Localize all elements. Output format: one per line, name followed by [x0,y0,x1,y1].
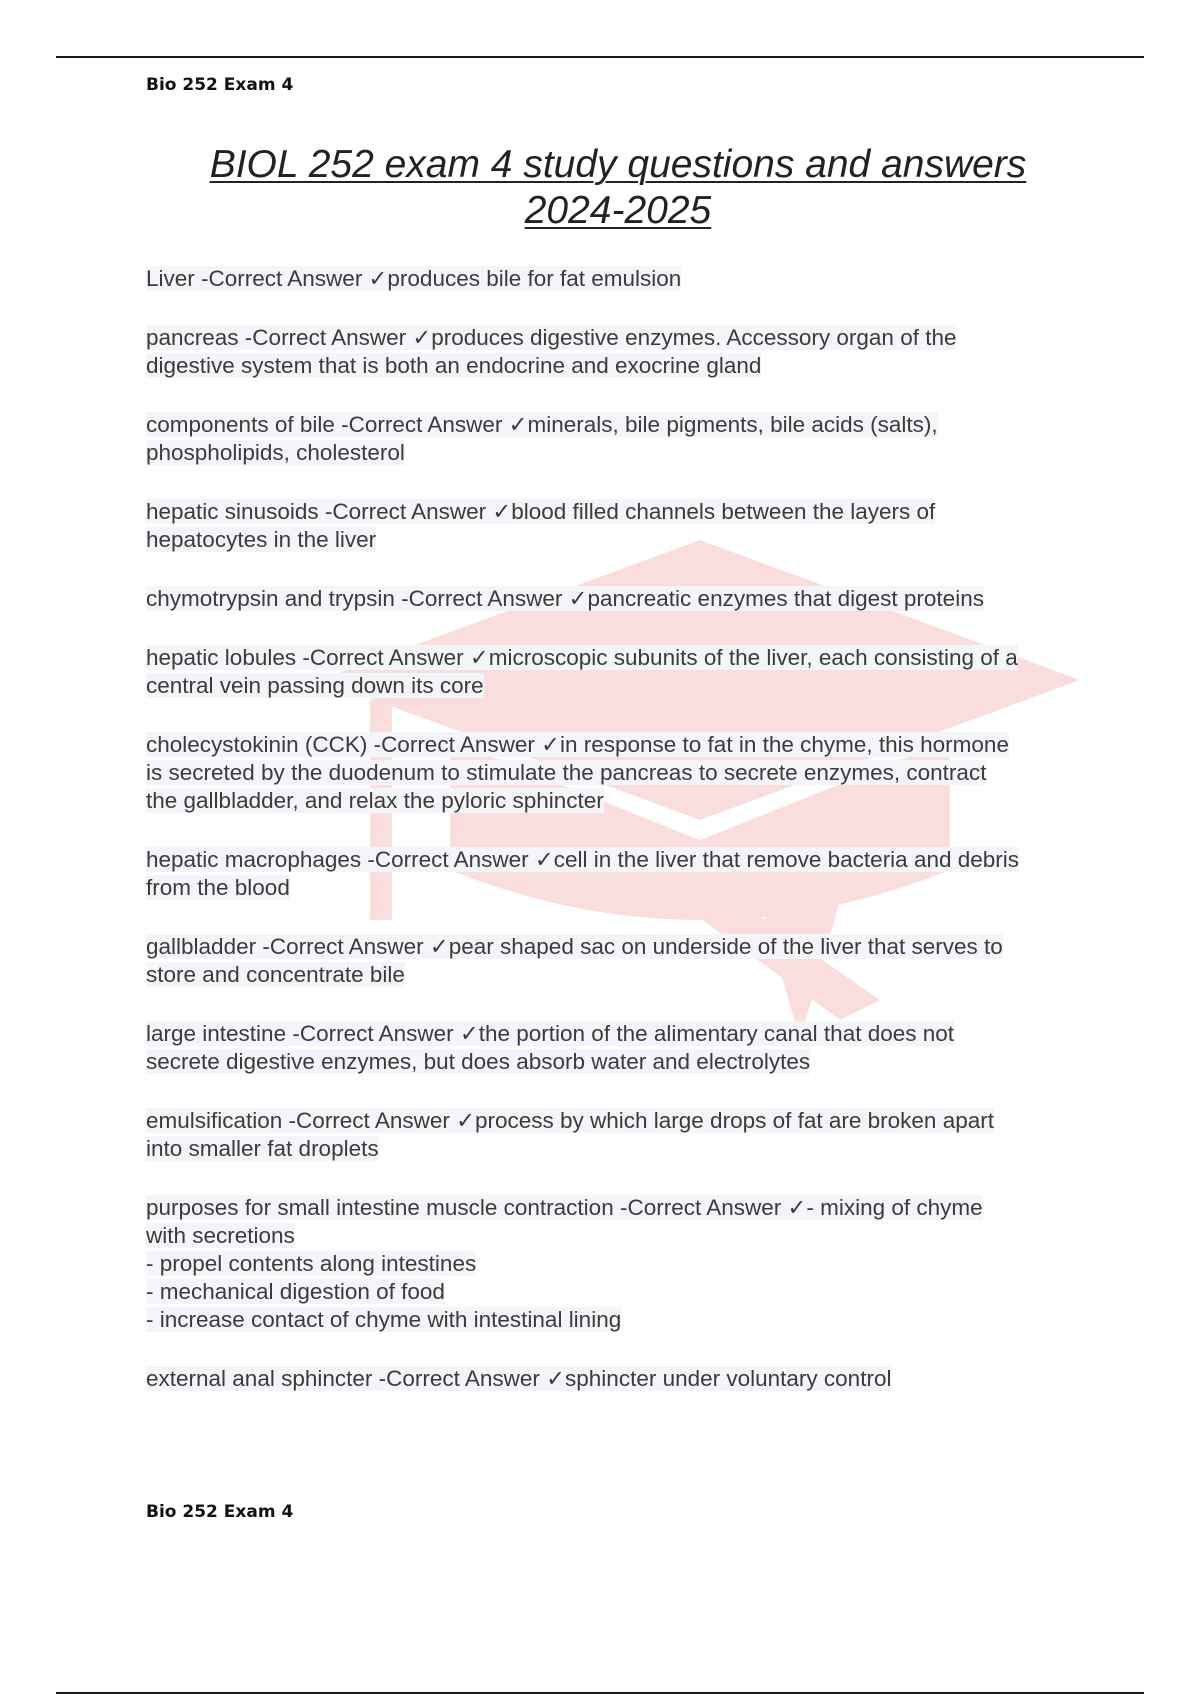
qa-item [146,731,1096,815]
qa-item [146,498,1096,554]
bottom-rule [56,1692,1144,1694]
document-title-line-2: 2024-2025 [524,189,712,232]
qa-text: hepatic macrophages -Correct Answer ✓cell in the liver that remove bacteria and debris from the blood [146,847,1020,900]
document-title-line-1: BIOL 252 exam 4 study questions and answers [209,143,1027,186]
qa-text: purposes for small intestine muscle contraction -Correct Answer ✓- mixing of chyme with secretions - propel contents along intestines - mechanical digestion of food - increase contact of chyme with intestinal lining [146,1195,983,1332]
qa-item [146,1107,1096,1163]
qa-item [146,846,1096,902]
qa-text: components of bile -Correct Answer ✓minerals, bile pigments, bile acids (salts), phospholipids, cholesterol [146,412,938,465]
qa-text: hepatic sinusoids -Correct Answer ✓blood filled channels between the layers of hepatocytes in the liver [146,499,936,552]
qa-item [146,585,1096,613]
qa-text: large intestine -Correct Answer ✓the portion of the alimentary canal that does not secrete digestive enzymes, but does absorb water and electrolytes [146,1021,955,1074]
qa-text: gallbladder -Correct Answer ✓pear shaped sac on underside of the liver that serves to store and concentrate bile [146,934,1003,987]
document-title [0,142,1200,234]
qa-item [146,933,1096,989]
qa-list [146,265,1096,1424]
qa-text: emulsification -Correct Answer ✓process by which large drops of fat are broken apart into smaller fat droplets [146,1108,994,1161]
qa-item [146,411,1096,467]
running-header: Bio 252 Exam 4 [146,75,294,95]
qa-text: hepatic lobules -Correct Answer ✓microscopic subunits of the liver, each consisting of a central vein passing down its core [146,645,1018,698]
qa-item [146,1365,1096,1393]
qa-item [146,1194,1096,1334]
qa-text: cholecystokinin (CCK) -Correct Answer ✓in response to fat in the chyme, this hormone is secreted by the duodenum to stimulate the pancreas to secrete enzymes, contract the gallbladder, and relax the pyloric sphincter [146,732,1009,813]
qa-item [146,324,1096,380]
qa-text: pancreas -Correct Answer ✓produces digestive enzymes. Accessory organ of the digestive system that is both an endocrine and exocrine gland [146,325,957,378]
qa-item [146,644,1096,700]
qa-text: external anal sphincter -Correct Answer ✓sphincter under voluntary control [146,1366,892,1391]
top-rule [56,56,1144,58]
qa-item [146,1020,1096,1076]
qa-text: Liver -Correct Answer ✓produces bile for fat emulsion [146,266,682,291]
running-footer: Bio 252 Exam 4 [146,1502,294,1522]
qa-item [146,265,1096,293]
qa-text: chymotrypsin and trypsin -Correct Answer ✓pancreatic enzymes that digest proteins [146,586,984,611]
